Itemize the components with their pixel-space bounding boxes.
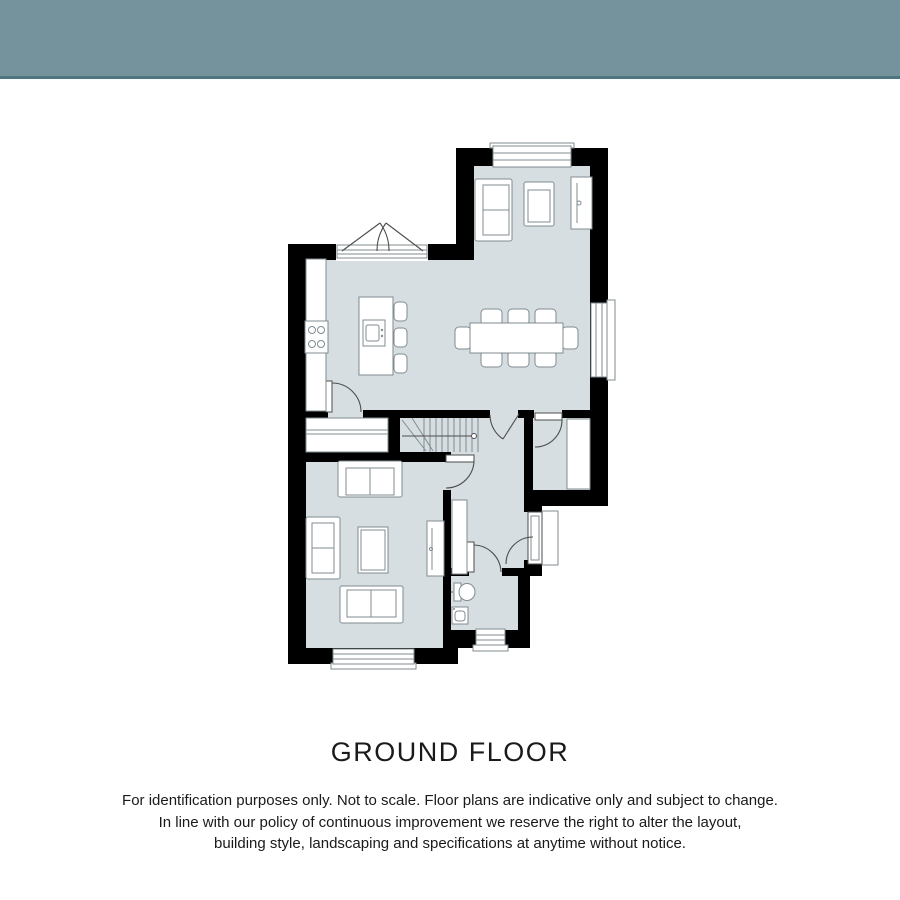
- disclaimer-line: In line with our policy of continuous improvement we reserve the right to alter the layout,: [158, 813, 742, 831]
- store-fitted-unit: [567, 419, 590, 489]
- hall-cupboard: [452, 500, 467, 574]
- snug-media-unit: [571, 177, 592, 229]
- pantry: [306, 418, 388, 452]
- french-doors: [336, 223, 428, 261]
- sofa-top: [338, 461, 402, 497]
- coffee-table: [358, 527, 388, 573]
- page-title: GROUND FLOOR: [330, 737, 570, 767]
- dining-window: [591, 300, 615, 380]
- disclaimer-line: building style, landscaping and specifications at anytime without notice.: [214, 835, 686, 852]
- kitchen-island: [359, 297, 393, 375]
- sofa-left: [306, 517, 340, 579]
- floor-plan-drawing: [265, 128, 635, 688]
- snug-window: [490, 143, 574, 167]
- sofa-bottom: [340, 586, 403, 623]
- floor-plan: [265, 128, 635, 688]
- living-room-window: [331, 649, 416, 669]
- disclaimer-line: For identification purposes only. Not to scale. Floor plans are indicative only and subject to change.: [122, 792, 778, 809]
- dining-chair: [455, 327, 471, 349]
- dining-table: [470, 323, 563, 353]
- toilet: [451, 583, 475, 601]
- header-band: [0, 0, 900, 79]
- basin: [452, 607, 468, 624]
- snug-armchair: [524, 182, 554, 226]
- dining-chair: [562, 327, 578, 349]
- snug-sofa: [475, 179, 512, 241]
- disclaimer: [0, 790, 900, 855]
- hob: [305, 321, 328, 353]
- wc-window: [473, 629, 508, 651]
- bar-stools: [394, 302, 407, 373]
- living-media-unit: [427, 521, 444, 576]
